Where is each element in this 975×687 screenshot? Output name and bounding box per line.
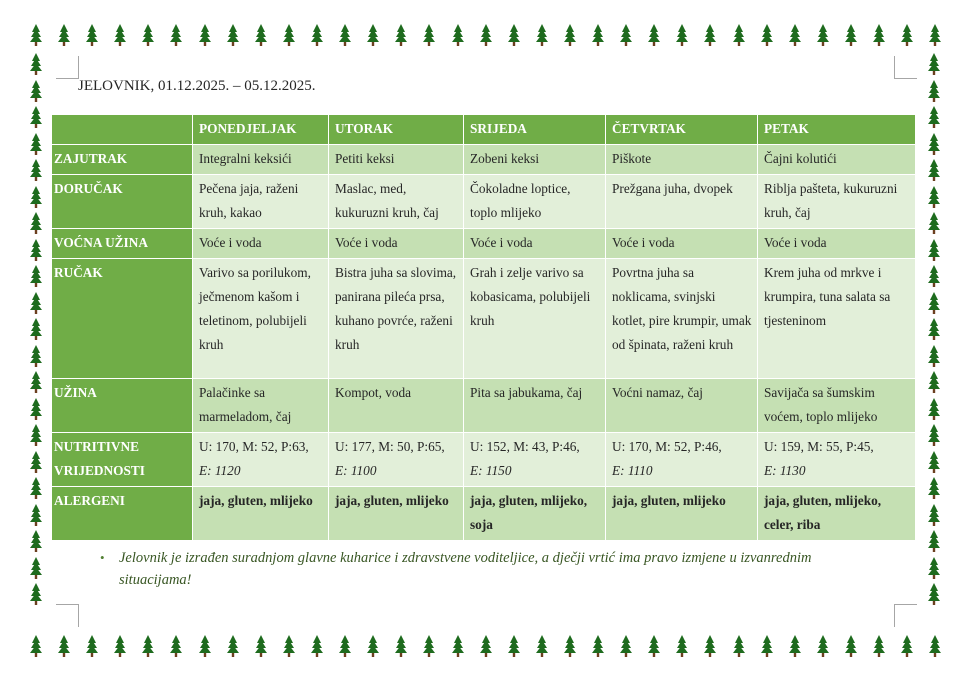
pine-tree-icon [845,24,857,46]
macros-value: U: 159, M: 55, P:45, [764,439,874,454]
pine-tree-icon [30,451,42,473]
pine-tree-icon [86,635,98,657]
pine-tree-icon [536,24,548,46]
meal-cell: Piškote [606,145,758,175]
meal-label: RUČAK [52,259,193,379]
pine-tree-icon [227,24,239,46]
pine-tree-icon [170,24,182,46]
pine-tree-icon [620,24,632,46]
nutrition-cell [464,433,606,487]
pine-tree-icon [339,24,351,46]
pine-tree-icon [395,635,407,657]
pine-tree-icon [199,635,211,657]
pine-tree-icon [564,635,576,657]
pine-tree-icon [928,212,940,234]
meal-cell: Voće i voda [464,229,606,259]
pine-tree-icon [845,635,857,657]
pine-tree-icon [395,24,407,46]
pine-tree-icon [928,186,940,208]
pine-tree-icon [648,635,660,657]
pine-tree-icon [873,24,885,46]
meal-row-dorucak [52,175,916,229]
pine-tree-icon [58,635,70,657]
pine-tree-icon [928,239,940,261]
pine-tree-icon [283,635,295,657]
pine-tree-icon [86,24,98,46]
pine-tree-icon [761,635,773,657]
meal-cell: Bistra juha sa slovima, panirana pileća prsa, kuhano povrće, raženi kruh [329,259,464,379]
meal-cell: Varivo sa porilukom, ječmenom kašom i teletinom, polubijeli kruh [193,259,329,379]
pine-tree-icon [901,635,913,657]
pine-tree-icon [255,635,267,657]
pine-tree-icon [928,504,940,526]
pine-tree-icon [30,635,42,657]
energy-value: E: 1130 [764,463,806,478]
pine-tree-icon [704,24,716,46]
meal-cell: Voće i voda [758,229,916,259]
day-header: PONEDJELJAK [193,115,329,145]
pine-tree-icon [761,24,773,46]
pine-tree-icon [648,24,660,46]
pine-tree-icon [367,24,379,46]
pine-tree-icon [58,24,70,46]
allergen-cell: jaja, gluten, mlijeko, celer, riba [758,487,916,541]
pine-tree-icon [114,635,126,657]
pine-tree-icon [789,24,801,46]
pine-tree-icon [733,635,745,657]
meal-cell: Prežgana juha, dvopek [606,175,758,229]
pine-tree-icon [283,24,295,46]
meal-cell: Zobeni keksi [464,145,606,175]
meal-label: VOĆNA UŽINA [52,229,193,259]
crop-mark-bottom-left [56,604,79,627]
pine-tree-icon [30,133,42,155]
allergens-label: ALERGENI [52,487,193,541]
pine-tree-icon [564,24,576,46]
crop-mark-bottom-right [894,604,917,627]
meal-cell: Voće i voda [193,229,329,259]
pine-tree-icon [928,477,940,499]
pine-tree-icon [928,265,940,287]
meal-cell: Integralni keksići [193,145,329,175]
macros-value: U: 170, M: 52, P:46, [612,439,722,454]
meal-cell: Voće i voda [606,229,758,259]
pine-tree-icon [423,24,435,46]
pine-tree-icon [928,530,940,552]
macros-value: U: 177, M: 50, P:65, [335,439,445,454]
pine-tree-icon [30,583,42,605]
pine-tree-icon [339,635,351,657]
pine-tree-icon [255,24,267,46]
meal-cell: Savijača sa šumskim voćem, toplo mlijeko [758,379,916,433]
nutrition-cell [329,433,464,487]
pine-tree-icon [30,424,42,446]
pine-tree-icon [901,24,913,46]
allergen-cell: jaja, gluten, mlijeko [606,487,758,541]
pine-tree-icon [30,504,42,526]
pine-tree-icon [30,371,42,393]
pine-tree-icon [928,159,940,181]
meal-cell: Čajni kolutići [758,145,916,175]
pine-tree-icon [30,80,42,102]
pine-tree-icon [114,24,126,46]
pine-tree-icon [452,635,464,657]
pine-tree-icon [30,477,42,499]
allergens-row [52,487,916,541]
pine-tree-icon [30,24,42,46]
pine-tree-icon [928,583,940,605]
meal-cell: Čokoladne loptice, toplo mlijeko [464,175,606,229]
energy-value: E: 1120 [199,463,241,478]
nutrition-cell [758,433,916,487]
menu-title: JELOVNIK, 01.12.2025. – 05.12.2025. [78,78,316,94]
pine-tree-icon [704,635,716,657]
pine-tree-icon [536,635,548,657]
allergen-cell: jaja, gluten, mlijeko, soja [464,487,606,541]
pine-tree-icon [817,635,829,657]
pine-tree-icon [929,24,941,46]
pine-tree-icon [928,292,940,314]
pine-tree-icon [928,398,940,420]
meal-row-vocna-uzina [52,229,916,259]
pine-tree-icon [928,451,940,473]
day-header: ČETVRTAK [606,115,758,145]
day-header: PETAK [758,115,916,145]
meal-cell: Voćni namaz, čaj [606,379,758,433]
pine-tree-icon [928,106,940,128]
energy-value: E: 1100 [335,463,377,478]
energy-value: E: 1110 [612,463,653,478]
pine-tree-icon [367,635,379,657]
pine-tree-icon [928,318,940,340]
pine-tree-icon [311,24,323,46]
note-text: Jelovnik je izrađen suradnjom glavne kuharice i zdravstvene voditeljice, a dječji vrtić ima pravo izmjene u izvanrednim situacijama! [119,550,812,588]
meal-row-uzina [52,379,916,433]
pine-tree-icon [142,24,154,46]
pine-tree-icon [30,265,42,287]
pine-tree-icon [928,557,940,579]
meal-cell: Povrtna juha sa noklicama, svinjski kotlet, pire krumpir, umak od špinata, raženi kruh [606,259,758,379]
pine-tree-icon [30,159,42,181]
day-header: SRIJEDA [464,115,606,145]
pine-tree-icon [620,635,632,657]
allergen-cell: jaja, gluten, mlijeko [193,487,329,541]
pine-tree-icon [30,186,42,208]
pine-tree-icon [30,106,42,128]
pine-tree-icon [592,24,604,46]
energy-value: E: 1150 [470,463,512,478]
pine-tree-icon [30,398,42,420]
meal-cell: Riblja pašteta, kukuruzni kruh, čaj [758,175,916,229]
pine-tree-icon [480,24,492,46]
pine-tree-icon [30,53,42,75]
pine-tree-icon [480,635,492,657]
pine-tree-icon [508,635,520,657]
meal-cell: Maslac, med, kukuruzni kruh, čaj [329,175,464,229]
pine-tree-icon [676,635,688,657]
pine-tree-icon [928,424,940,446]
meal-cell: Krem juha od mrkve i krumpira, tuna salata sa tjesteninom [758,259,916,379]
pine-tree-icon [929,635,941,657]
nutrition-cell [606,433,758,487]
menu-table [51,114,916,541]
meal-cell: Pita sa jabukama, čaj [464,379,606,433]
pine-tree-icon [311,635,323,657]
macros-value: U: 170, M: 52, P:63, [199,439,309,454]
pine-tree-icon [142,635,154,657]
crop-mark-top-right [894,56,917,79]
macros-value: U: 152, M: 43, P:46, [470,439,580,454]
meal-cell: Voće i voda [329,229,464,259]
meal-label: UŽINA [52,379,193,433]
pine-tree-icon [817,24,829,46]
meal-cell: Palačinke sa marmeladom, čaj [193,379,329,433]
meal-row-zajutrak [52,145,916,175]
meal-cell: Petiti keksi [329,145,464,175]
pine-tree-icon [676,24,688,46]
crop-mark-top-left [56,56,79,79]
pine-tree-icon [30,318,42,340]
pine-tree-icon [170,635,182,657]
nutrition-cell [193,433,329,487]
pine-tree-icon [789,635,801,657]
nutrition-row [52,433,916,487]
pine-tree-icon [30,557,42,579]
day-header: UTORAK [329,115,464,145]
pine-tree-icon [873,635,885,657]
pine-tree-icon [30,345,42,367]
pine-tree-icon [508,24,520,46]
pine-tree-icon [30,530,42,552]
pine-tree-icon [227,635,239,657]
pine-tree-icon [928,80,940,102]
pine-tree-icon [452,24,464,46]
nutrition-label: NUTRITIVNE VRIJEDNOSTI [52,433,193,487]
pine-tree-icon [30,292,42,314]
meal-cell: Pečena jaja, raženi kruh, kakao [193,175,329,229]
meal-label: ZAJUTRAK [52,145,193,175]
allergen-cell: jaja, gluten, mlijeko [329,487,464,541]
pine-tree-icon [928,133,940,155]
pine-tree-icon [928,371,940,393]
pine-tree-icon [592,635,604,657]
bullet-icon: • [100,550,105,565]
pine-tree-icon [30,239,42,261]
meal-cell: Kompot, voda [329,379,464,433]
pine-tree-icon [928,53,940,75]
meal-cell: Grah i zelje varivo sa kobasicama, polubijeli kruh [464,259,606,379]
header-corner [52,115,193,145]
pine-tree-icon [30,212,42,234]
meal-row-rucak [52,259,916,379]
header-row [52,115,916,145]
pine-tree-icon [733,24,745,46]
meal-label: DORUČAK [52,175,193,229]
pine-tree-icon [928,345,940,367]
pine-tree-icon [423,635,435,657]
menu-note [100,547,840,591]
pine-tree-icon [199,24,211,46]
